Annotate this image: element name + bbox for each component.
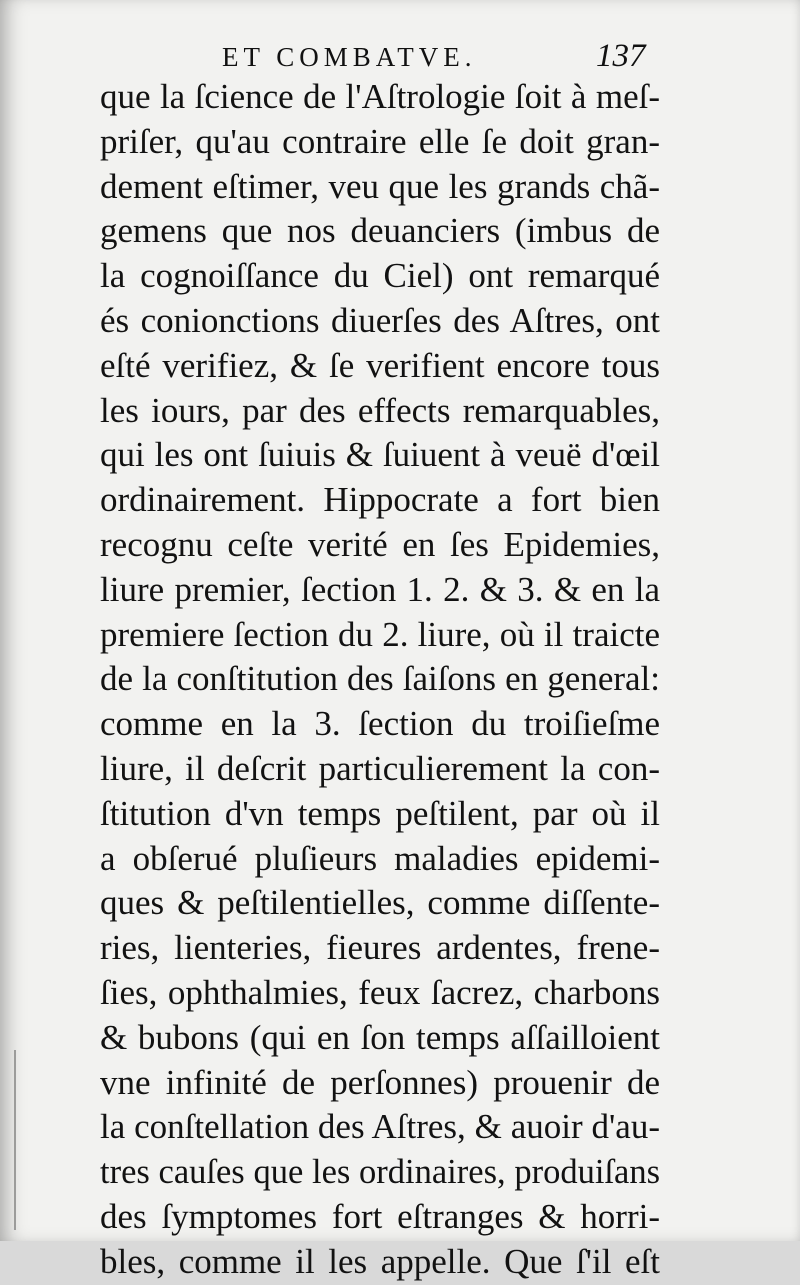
- text-line: recognu ceſte verité en ſes Epidemies,: [100, 524, 660, 564]
- text-line: que la ſcience de l'Aſtrologie ſoit à meſ-: [100, 77, 660, 116]
- running-head: ET COMBATVE.: [222, 42, 477, 72]
- text-line: la conſtellation des Aſtres, & auoir d'au-: [100, 1107, 660, 1147]
- text-line: tres cauſes que les ordinaires, produiſans: [100, 1153, 660, 1192]
- text-line: és conionctions diuerſes des Aſtres, ont: [100, 300, 660, 340]
- text-line: liure, il deſcrit particulierement la con-: [100, 748, 660, 788]
- text-line: gemens que nos deuanciers (imbus de: [100, 211, 660, 251]
- text-line: les iours, par des effects remarquables,: [100, 390, 660, 430]
- body-text: [100, 75, 660, 1285]
- text-line: ques & peſtilentielles, comme diſſente-: [100, 883, 660, 923]
- text-line: bles, comme il les appelle. Que ſ'il eſt: [100, 1241, 660, 1281]
- page-header: [0, 38, 800, 78]
- text-line: la cognoiſſance du Ciel) ont remarqué: [100, 256, 660, 296]
- text-line: & bubons (qui en ſon temps aſſailloient: [100, 1017, 660, 1057]
- text-line: ſies, ophthalmies, feux ſacrez, charbons: [100, 972, 660, 1012]
- text-line: eſté verifiez, & ſe verifient encore tous: [100, 345, 660, 385]
- text-line: qui les ont ſuiuis & ſuiuent à veuë d'œil: [100, 435, 660, 475]
- text-line: premiere ſection du 2. liure, où il traicte: [100, 614, 660, 654]
- text-line: de la conſtitution des ſaiſons en general:: [100, 659, 660, 699]
- text-line: ſtitution d'vn temps peſtilent, par où il: [100, 793, 660, 833]
- text-line: a obſerué pluſieurs maladies epidemi-: [100, 838, 660, 878]
- text-line: des ſymptomes fort eſtranges & horri-: [100, 1196, 660, 1236]
- text-line: ordinairement. Hippocrate a fort bien: [100, 480, 660, 520]
- text-line: priſer, qu'au contraire elle ſe doit gran-: [100, 121, 660, 161]
- text-line: vne infinité de perſonnes) prouenir de: [100, 1062, 660, 1102]
- page-number: 137: [596, 38, 646, 74]
- text-line: liure premier, ſection 1. 2. & 3. & en la: [100, 569, 660, 609]
- text-line: comme en la 3. ſection du troiſieſme: [100, 704, 660, 744]
- text-line: dement eſtimer, veu que les grands chã-: [100, 166, 660, 206]
- text-line: ries, lienteries, fieures ardentes, frene-: [100, 928, 660, 968]
- gutter-shadow: [14, 1050, 16, 1230]
